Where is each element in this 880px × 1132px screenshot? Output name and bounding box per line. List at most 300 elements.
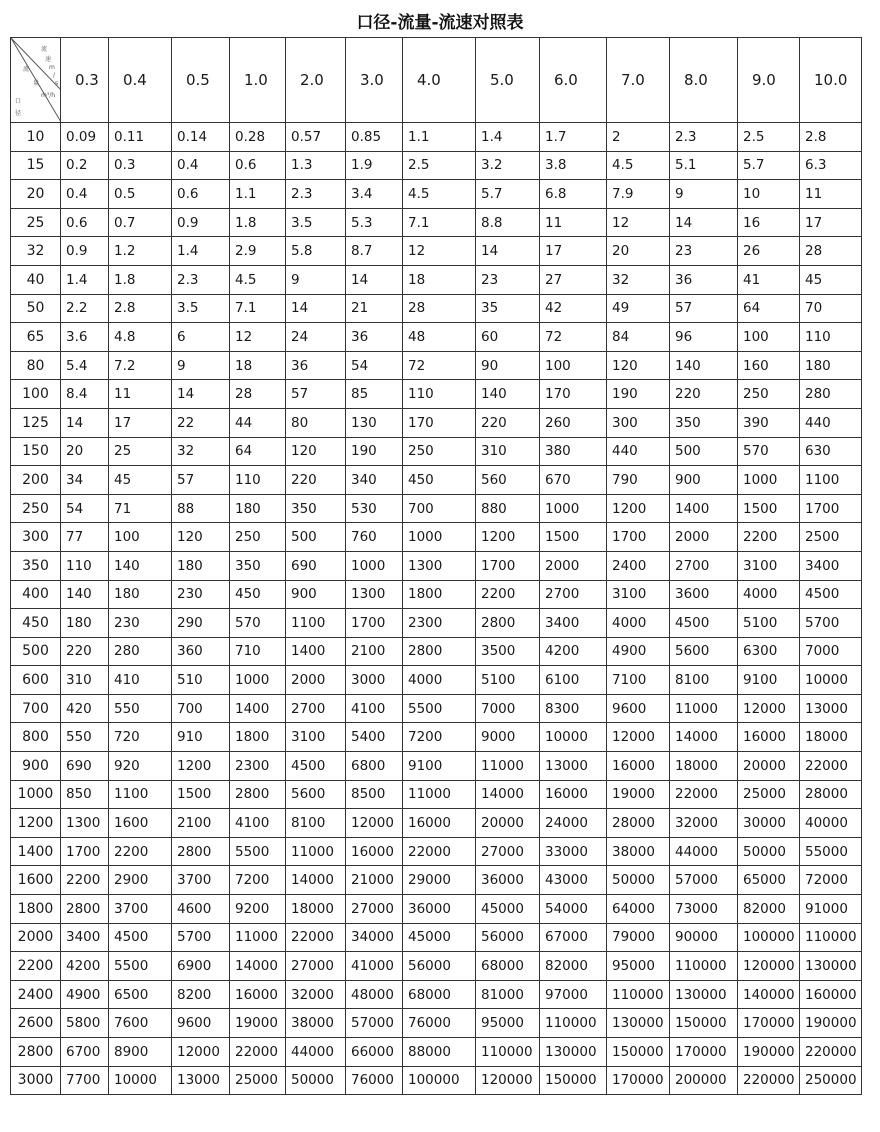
flow-cell: 6900 (172, 952, 230, 981)
flow-cell: 180 (800, 351, 862, 380)
flow-cell: 130000 (800, 952, 862, 981)
flow-cell: 5700 (172, 923, 230, 952)
flow-cell: 8.7 (346, 237, 403, 266)
flow-cell: 2000 (286, 666, 346, 695)
diameter-cell: 125 (11, 408, 61, 437)
flow-cell: 72 (403, 351, 476, 380)
flow-cell: 4500 (109, 923, 172, 952)
flow-cell: 22000 (286, 923, 346, 952)
flow-cell: 20000 (476, 809, 540, 838)
flow-cell: 91000 (800, 895, 862, 924)
flow-cell: 33000 (540, 837, 607, 866)
flow-cell: 11 (540, 208, 607, 237)
flow-cell: 3700 (172, 866, 230, 895)
flow-cell: 100 (109, 523, 172, 552)
flow-cell: 14 (346, 265, 403, 294)
corner-header-char: s (55, 80, 59, 87)
flow-cell: 42 (540, 294, 607, 323)
flow-cell: 5.3 (346, 208, 403, 237)
flow-cell: 1400 (670, 494, 738, 523)
flow-cell: 20 (61, 437, 109, 466)
flow-cell: 8300 (540, 694, 607, 723)
flow-cell: 12000 (607, 723, 670, 752)
diameter-cell: 2400 (11, 980, 61, 1009)
diameter-cell: 900 (11, 752, 61, 781)
flow-cell: 5.4 (61, 351, 109, 380)
table-row (11, 408, 862, 437)
flow-cell: 250 (230, 523, 286, 552)
flow-cell: 1.1 (230, 180, 286, 209)
flow-cell: 41 (738, 265, 800, 294)
flow-cell: 49 (607, 294, 670, 323)
flow-cell: 130000 (607, 1009, 670, 1038)
flow-cell: 4000 (403, 666, 476, 695)
flow-cell: 10000 (540, 723, 607, 752)
flow-cell: 54 (346, 351, 403, 380)
flow-cell: 16 (738, 208, 800, 237)
flow-cell: 23 (476, 265, 540, 294)
flow-cell: 7600 (109, 1009, 172, 1038)
flow-cell: 100 (738, 323, 800, 352)
flow-cell: 4500 (670, 609, 738, 638)
flow-cell: 310 (61, 666, 109, 695)
flow-cell: 500 (670, 437, 738, 466)
corner-col-char: 量 (33, 80, 40, 87)
flow-cell: 76000 (403, 1009, 476, 1038)
table-row (11, 294, 862, 323)
flow-cell: 0.6 (61, 208, 109, 237)
diameter-cell: 15 (11, 151, 61, 180)
flow-cell: 66000 (346, 1038, 403, 1067)
flow-cell: 50000 (607, 866, 670, 895)
table-row (11, 752, 862, 781)
flow-cell: 7000 (476, 694, 540, 723)
flow-table (10, 37, 862, 1095)
corner-header-char: 速 (45, 56, 52, 63)
flow-cell: 96 (670, 323, 738, 352)
flow-cell: 60 (476, 323, 540, 352)
flow-cell: 790 (607, 466, 670, 495)
flow-cell: 110000 (670, 952, 738, 981)
table-row (11, 208, 862, 237)
table-row (11, 866, 862, 895)
flow-cell: 160000 (800, 980, 862, 1009)
flow-cell: 56000 (403, 952, 476, 981)
flow-cell: 57000 (346, 1009, 403, 1038)
flow-cell: 1500 (738, 494, 800, 523)
flow-cell: 2000 (670, 523, 738, 552)
flow-cell: 6100 (540, 666, 607, 695)
flow-cell: 5100 (738, 609, 800, 638)
diameter-cell: 350 (11, 551, 61, 580)
corner-header-char: / (53, 72, 56, 79)
table-row (11, 952, 862, 981)
flow-cell: 5.1 (670, 151, 738, 180)
diameter-cell: 1400 (11, 837, 61, 866)
flow-cell: 5500 (109, 952, 172, 981)
flow-cell: 4.5 (403, 180, 476, 209)
flow-cell: 5500 (403, 694, 476, 723)
flow-cell: 0.9 (61, 237, 109, 266)
flow-cell: 22 (172, 408, 230, 437)
diameter-cell: 65 (11, 323, 61, 352)
flow-cell: 1800 (403, 580, 476, 609)
flow-cell: 0.57 (286, 123, 346, 152)
flow-cell: 2.8 (109, 294, 172, 323)
flow-cell: 140 (109, 551, 172, 580)
flow-cell: 26 (738, 237, 800, 266)
flow-cell: 120000 (476, 1066, 540, 1095)
diameter-cell: 25 (11, 208, 61, 237)
diameter-cell: 600 (11, 666, 61, 695)
flow-cell: 230 (109, 609, 172, 638)
table-row (11, 1066, 862, 1095)
flow-cell: 1200 (172, 752, 230, 781)
flow-cell: 2200 (476, 580, 540, 609)
diameter-cell: 400 (11, 580, 61, 609)
diameter-cell: 1800 (11, 895, 61, 924)
flow-cell: 77 (61, 523, 109, 552)
flow-cell: 95000 (476, 1009, 540, 1038)
flow-cell: 68000 (476, 952, 540, 981)
flow-cell: 450 (230, 580, 286, 609)
table-row (11, 437, 862, 466)
diameter-cell: 2800 (11, 1038, 61, 1067)
flow-cell: 1.1 (403, 123, 476, 152)
flow-cell: 9600 (172, 1009, 230, 1038)
flow-cell: 440 (607, 437, 670, 466)
flow-cell: 50000 (738, 837, 800, 866)
table-row (11, 837, 862, 866)
flow-cell: 3000 (346, 666, 403, 695)
flow-cell: 0.5 (109, 180, 172, 209)
flow-cell: 9000 (476, 723, 540, 752)
flow-cell: 1700 (607, 523, 670, 552)
flow-cell: 1500 (540, 523, 607, 552)
table-row (11, 380, 862, 409)
flow-cell: 14 (670, 208, 738, 237)
flow-cell: 27 (540, 265, 607, 294)
flow-cell: 4900 (607, 637, 670, 666)
flow-cell: 13000 (540, 752, 607, 781)
flow-cell: 8100 (670, 666, 738, 695)
flow-cell: 560 (476, 466, 540, 495)
flow-cell: 710 (230, 637, 286, 666)
flow-cell: 1000 (738, 466, 800, 495)
flow-cell: 1200 (476, 523, 540, 552)
flow-cell: 24 (286, 323, 346, 352)
table-row (11, 980, 862, 1009)
flow-cell: 8200 (172, 980, 230, 1009)
flow-cell: 41000 (346, 952, 403, 981)
flow-cell: 36 (670, 265, 738, 294)
flow-cell: 350 (670, 408, 738, 437)
table-row (11, 1009, 862, 1038)
flow-cell: 1700 (61, 837, 109, 866)
flow-cell: 140 (61, 580, 109, 609)
velocity-header: 10.0 (800, 38, 862, 123)
flow-cell: 700 (403, 494, 476, 523)
flow-cell: 390 (738, 408, 800, 437)
flow-cell: 8100 (286, 809, 346, 838)
flow-cell: 2500 (800, 523, 862, 552)
flow-cell: 44000 (670, 837, 738, 866)
flow-cell: 1700 (800, 494, 862, 523)
flow-cell: 190000 (738, 1038, 800, 1067)
flow-cell: 18 (403, 265, 476, 294)
flow-cell: 7.1 (230, 294, 286, 323)
flow-cell: 510 (172, 666, 230, 695)
flow-cell: 0.6 (172, 180, 230, 209)
flow-cell: 340 (346, 466, 403, 495)
corner-header-char: 流 (41, 46, 48, 53)
flow-cell: 760 (346, 523, 403, 552)
flow-cell: 18000 (670, 752, 738, 781)
flow-cell: 3100 (607, 580, 670, 609)
flow-cell: 81000 (476, 980, 540, 1009)
flow-cell: 410 (109, 666, 172, 695)
velocity-header: 7.0 (607, 38, 670, 123)
flow-cell: 11 (109, 380, 172, 409)
flow-cell: 110 (230, 466, 286, 495)
flow-cell: 16000 (738, 723, 800, 752)
flow-cell: 22000 (800, 752, 862, 781)
flow-cell: 8500 (346, 780, 403, 809)
flow-cell: 1400 (286, 637, 346, 666)
flow-cell: 170000 (670, 1038, 738, 1067)
flow-cell: 110000 (800, 923, 862, 952)
flow-cell: 1800 (230, 723, 286, 752)
flow-cell: 180 (230, 494, 286, 523)
flow-cell: 310 (476, 437, 540, 466)
flow-cell: 57000 (670, 866, 738, 895)
flow-cell: 16000 (230, 980, 286, 1009)
flow-cell: 440 (800, 408, 862, 437)
flow-cell: 14 (476, 237, 540, 266)
flow-cell: 14000 (230, 952, 286, 981)
flow-cell: 32 (172, 437, 230, 466)
flow-cell: 2800 (476, 609, 540, 638)
flow-cell: 130000 (670, 980, 738, 1009)
flow-cell: 6700 (61, 1038, 109, 1067)
flow-cell: 3400 (61, 923, 109, 952)
flow-cell: 350 (230, 551, 286, 580)
flow-cell: 110000 (476, 1038, 540, 1067)
flow-cell: 11000 (476, 752, 540, 781)
flow-cell: 13000 (172, 1066, 230, 1095)
flow-cell: 3400 (540, 609, 607, 638)
flow-cell: 220 (476, 408, 540, 437)
flow-cell: 10000 (109, 1066, 172, 1095)
flow-cell: 220 (61, 637, 109, 666)
diameter-cell: 250 (11, 494, 61, 523)
flow-cell: 170 (403, 408, 476, 437)
flow-cell: 4.5 (607, 151, 670, 180)
flow-cell: 690 (61, 752, 109, 781)
flow-cell: 9 (286, 265, 346, 294)
flow-cell: 45000 (403, 923, 476, 952)
flow-cell: 900 (286, 580, 346, 609)
flow-cell: 1000 (346, 551, 403, 580)
flow-cell: 2300 (230, 752, 286, 781)
flow-cell: 1.2 (109, 237, 172, 266)
flow-cell: 5500 (230, 837, 286, 866)
flow-cell: 9 (172, 351, 230, 380)
flow-cell: 80 (286, 408, 346, 437)
flow-cell: 6 (172, 323, 230, 352)
flow-cell: 14000 (476, 780, 540, 809)
flow-cell: 2400 (607, 551, 670, 580)
flow-cell: 2100 (172, 809, 230, 838)
flow-cell: 7100 (607, 666, 670, 695)
table-row (11, 351, 862, 380)
flow-cell: 4100 (346, 694, 403, 723)
flow-cell: 4000 (607, 609, 670, 638)
flow-cell: 120 (172, 523, 230, 552)
flow-cell: 7.1 (403, 208, 476, 237)
flow-cell: 79000 (607, 923, 670, 952)
flow-cell: 5400 (346, 723, 403, 752)
flow-cell: 170000 (607, 1066, 670, 1095)
flow-cell: 1.8 (230, 208, 286, 237)
flow-cell: 550 (109, 694, 172, 723)
flow-cell: 150000 (670, 1009, 738, 1038)
flow-cell: 140000 (738, 980, 800, 1009)
table-row (11, 723, 862, 752)
flow-cell: 57 (286, 380, 346, 409)
flow-cell: 3400 (800, 551, 862, 580)
flow-cell: 10000 (800, 666, 862, 695)
flow-cell: 3100 (738, 551, 800, 580)
flow-cell: 7000 (800, 637, 862, 666)
flow-cell: 95000 (607, 952, 670, 981)
flow-cell: 2300 (403, 609, 476, 638)
corner-row-char: 径 (15, 110, 22, 117)
flow-cell: 0.14 (172, 123, 230, 152)
table-row (11, 523, 862, 552)
flow-cell: 4500 (800, 580, 862, 609)
flow-cell: 1500 (172, 780, 230, 809)
flow-cell: 13000 (800, 694, 862, 723)
flow-cell: 2800 (230, 780, 286, 809)
flow-cell: 2900 (109, 866, 172, 895)
flow-cell: 0.11 (109, 123, 172, 152)
flow-cell: 18 (230, 351, 286, 380)
flow-cell: 2200 (109, 837, 172, 866)
flow-cell: 4100 (230, 809, 286, 838)
table-row (11, 323, 862, 352)
flow-cell: 920 (109, 752, 172, 781)
flow-cell: 97000 (540, 980, 607, 1009)
flow-cell: 16000 (403, 809, 476, 838)
flow-cell: 120000 (738, 952, 800, 981)
flow-cell: 2800 (61, 895, 109, 924)
flow-cell: 36000 (403, 895, 476, 924)
table-row (11, 580, 862, 609)
flow-cell: 2100 (346, 637, 403, 666)
flow-cell: 910 (172, 723, 230, 752)
flow-cell: 5.8 (286, 237, 346, 266)
flow-cell: 3.4 (346, 180, 403, 209)
flow-cell: 7.2 (109, 351, 172, 380)
flow-cell: 4200 (540, 637, 607, 666)
flow-cell: 670 (540, 466, 607, 495)
flow-cell: 48000 (346, 980, 403, 1009)
corner-cell (11, 38, 61, 123)
flow-cell: 22000 (403, 837, 476, 866)
flow-cell: 220 (286, 466, 346, 495)
flow-cell: 28000 (800, 780, 862, 809)
diameter-cell: 2600 (11, 1009, 61, 1038)
flow-cell: 11 (800, 180, 862, 209)
flow-cell: 2800 (403, 637, 476, 666)
table-row (11, 694, 862, 723)
flow-cell: 1.7 (540, 123, 607, 152)
flow-cell: 71 (109, 494, 172, 523)
flow-cell: 0.9 (172, 208, 230, 237)
diameter-cell: 500 (11, 637, 61, 666)
flow-cell: 29000 (403, 866, 476, 895)
flow-cell: 23 (670, 237, 738, 266)
flow-cell: 0.28 (230, 123, 286, 152)
diameter-cell: 3000 (11, 1066, 61, 1095)
flow-cell: 5600 (670, 637, 738, 666)
flow-cell: 40000 (800, 809, 862, 838)
flow-cell: 50000 (286, 1066, 346, 1095)
flow-cell: 1300 (61, 809, 109, 838)
flow-cell: 16000 (607, 752, 670, 781)
corner-header-char: m (49, 64, 55, 71)
flow-cell: 18000 (800, 723, 862, 752)
flow-cell: 28 (800, 237, 862, 266)
flow-cell: 28 (403, 294, 476, 323)
flow-cell: 45 (800, 265, 862, 294)
flow-cell: 190 (607, 380, 670, 409)
flow-cell: 1.9 (346, 151, 403, 180)
flow-cell: 0.4 (172, 151, 230, 180)
flow-cell: 1700 (476, 551, 540, 580)
velocity-header: 9.0 (738, 38, 800, 123)
flow-cell: 570 (230, 609, 286, 638)
flow-cell: 5.7 (476, 180, 540, 209)
table-row (11, 1038, 862, 1067)
flow-cell: 21000 (346, 866, 403, 895)
flow-cell: 120 (607, 351, 670, 380)
diameter-cell: 10 (11, 123, 61, 152)
flow-cell: 57 (670, 294, 738, 323)
flow-cell: 0.2 (61, 151, 109, 180)
flow-cell: 6500 (109, 980, 172, 1009)
velocity-header: 3.0 (346, 38, 403, 123)
flow-cell: 45 (109, 466, 172, 495)
flow-cell: 7200 (403, 723, 476, 752)
flow-cell: 32 (607, 265, 670, 294)
flow-cell: 14 (172, 380, 230, 409)
diameter-cell: 800 (11, 723, 61, 752)
flow-cell: 24000 (540, 809, 607, 838)
corner-col-char: m³/h (41, 92, 56, 99)
flow-cell: 2000 (540, 551, 607, 580)
flow-cell: 5.7 (738, 151, 800, 180)
flow-cell: 900 (670, 466, 738, 495)
flow-cell: 110 (403, 380, 476, 409)
flow-cell: 9100 (403, 752, 476, 781)
flow-cell: 630 (800, 437, 862, 466)
flow-cell: 5700 (800, 609, 862, 638)
flow-cell: 57 (172, 466, 230, 495)
flow-cell: 180 (61, 609, 109, 638)
flow-cell: 570 (738, 437, 800, 466)
